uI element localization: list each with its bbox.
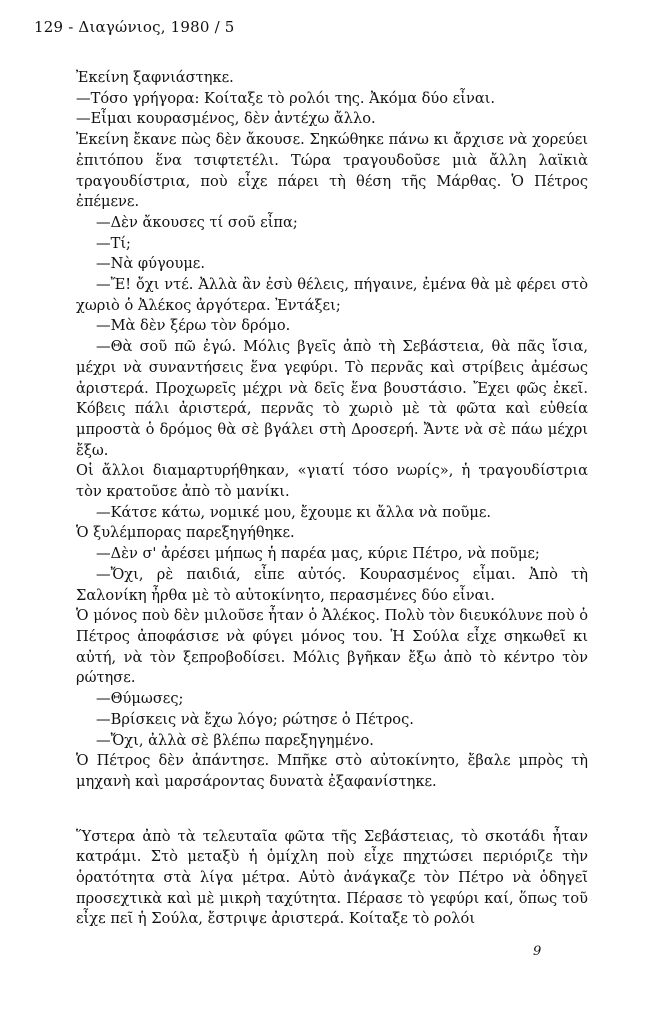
paragraph: —Τί; [96,234,131,252]
running-header: 129 - Διαγώνιος, 1980 / 5 [34,18,235,36]
paragraph: Οἱ ἄλλοι διαμαρτυρήθηκαν, «γιατί τόσο νωρίς», ἡ τραγουδίστρια τὸν κρατοῦσε ἀπὸ τὸ μανίκι. [76,462,588,501]
paragraph: —Θὰ σοῦ πῶ ἐγώ. Μόλις βγεῖς ἀπὸ τὴ Σεβάστεια, θὰ πᾶς ἴσια, μέχρι νὰ συναντήσεις ἕνα γεφύρι. Τὸ περνᾶς καὶ στρίβεις ἀμέσως ἀριστερά. Προχωρεῖς μέχρι νὰ δεῖς ἕνα βουστάσιο. Ἔχει φῶς ἐκεῖ. Κόβεις πάλι ἀριστερά, περνᾶς τὸ χωριὸ μὲ τὰ φῶτα καὶ εὐθεία μπροστὰ ὁ δρόμος θὰ σὲ βγάλει στὴ Δροσερή. Ἄντε νὰ σὲ πάω μέχρι ἔξω. [76,338,588,459]
paragraph: Ὁ Πέτρος δὲν ἀπάντησε. Μπῆκε στὸ αὐτοκίνητο, ἔβαλε μπρὸς τὴ μηχανὴ καὶ μαρσάροντας δυνατὰ ἐξαφανίστηκε. [76,752,588,790]
paragraph: Ἐκείνη ξαφνιάστηκε. [76,69,234,86]
paragraph: —Κάτσε κάτω, νομικέ μου, ἔχουμε κι ἄλλα νὰ ποῦμε. [96,503,492,521]
paragraph: —Μὰ δὲν ξέρω τὸν δρόμο. [96,317,291,335]
paragraph: —Ὄχι, ρὲ παιδιά, εἶπε αὐτός. Κουρασμένος εἶμαι. Ἀπὸ τὴ Σαλονίκη ἦρθα μὲ τὸ αὐτοκίνητο, περασμένες δύο εἶναι. [76,565,588,604]
paragraph: —Δὲν σ' ἀρέσει μήπως ἡ παρέα μας, κύριε Πέτρο, νὰ ποῦμε; [96,545,540,563]
paragraph: —Εἶμαι κουρασμένος, δὲν ἀντέχω ἄλλο. [76,110,376,128]
paragraph: —Τόσο γρήγορα: Κοίταξε τὸ ρολόι της. Ἀκόμα δύο εἶναι. [76,89,496,107]
paragraph: —Δὲν ἄκουσες τί σοῦ εἶπα; [96,213,298,231]
paragraph: Ὕστερα ἀπὸ τὰ τελευταῖα φῶτα τῆς Σεβάστειας, τὸ σκοτάδι ἦταν κατράμι. Στὸ μεταξὺ ἡ ὁμίχλη ποὺ εἶχε πηχτώσει περιόριζε τὴν ὁρατότητα στὰ λίγα μέτρα. Αὐτὸ ἀνάγκαζε τὸν Πέτρο νὰ ὁδηγεῖ προσεχτικὰ καὶ μὲ μικρὴ ταχύτητα. Πέρασε τὸ γεφύρι καί, ὅπως τοῦ εἶχε πεῖ ἡ Σούλα, ἔστριψε ἀριστερά. Κοίταξε τὸ ρολόι [76,827,588,928]
body-text [76,68,588,930]
page-number: 9 [533,944,542,959]
paragraph: —Ὄχι, ἀλλὰ σὲ βλέπω παρεξηγημένο. [96,731,374,749]
paragraph: —Νὰ φύγουμε. [96,255,206,273]
section-break [76,793,588,827]
paragraph: Ὁ ξυλέμπορας παρεξηγήθηκε. [76,524,295,542]
paragraph: Ὁ μόνος ποὺ δὲν μιλοῦσε ἦταν ὁ Ἀλέκος. Πολὺ τὸν διευκόλυνε ποὺ ὁ Πέτρος ἀποφάσισε νὰ φύγει μόνος του. Ἡ Σούλα εἶχε σηκωθεῖ κι αὐτή, νὰ τὸν ξεπροβοδίσει. Μόλις βγῆκαν ἔξω ἀπὸ τὸ κέντρο τὸν ρώτησε. [76,607,588,687]
paragraph: —Θύμωσες; [96,690,184,708]
paragraph: —Ἔ! ὄχι ντέ. Ἀλλὰ ἂν ἐσὺ θέλεις, πήγαινε, ἐμένα θὰ μὲ φέρει στὸ χωριὸ ὁ Ἀλέκος ἀργότερα. Ἐντάξει; [76,276,588,314]
paragraph: —Βρίσκεις νὰ ἔχω λόγο; ρώτησε ὁ Πέτρος. [96,710,414,728]
paragraph: Ἐκείνη ἔκανε πὼς δὲν ἄκουσε. Σηκώθηκε πάνω κι ἄρχισε νὰ χορεύει ἐπιτόπου ἕνα τσιφτετέλι. Τώρα τραγουδοῦσε μιὰ ἄλλη λαϊκιὰ τραγουδίστρια, ποὺ εἶχε πάρει τὴ θέση τῆς Μάρθας. Ὁ Πέτρος ἐπέμενε. [76,131,588,211]
